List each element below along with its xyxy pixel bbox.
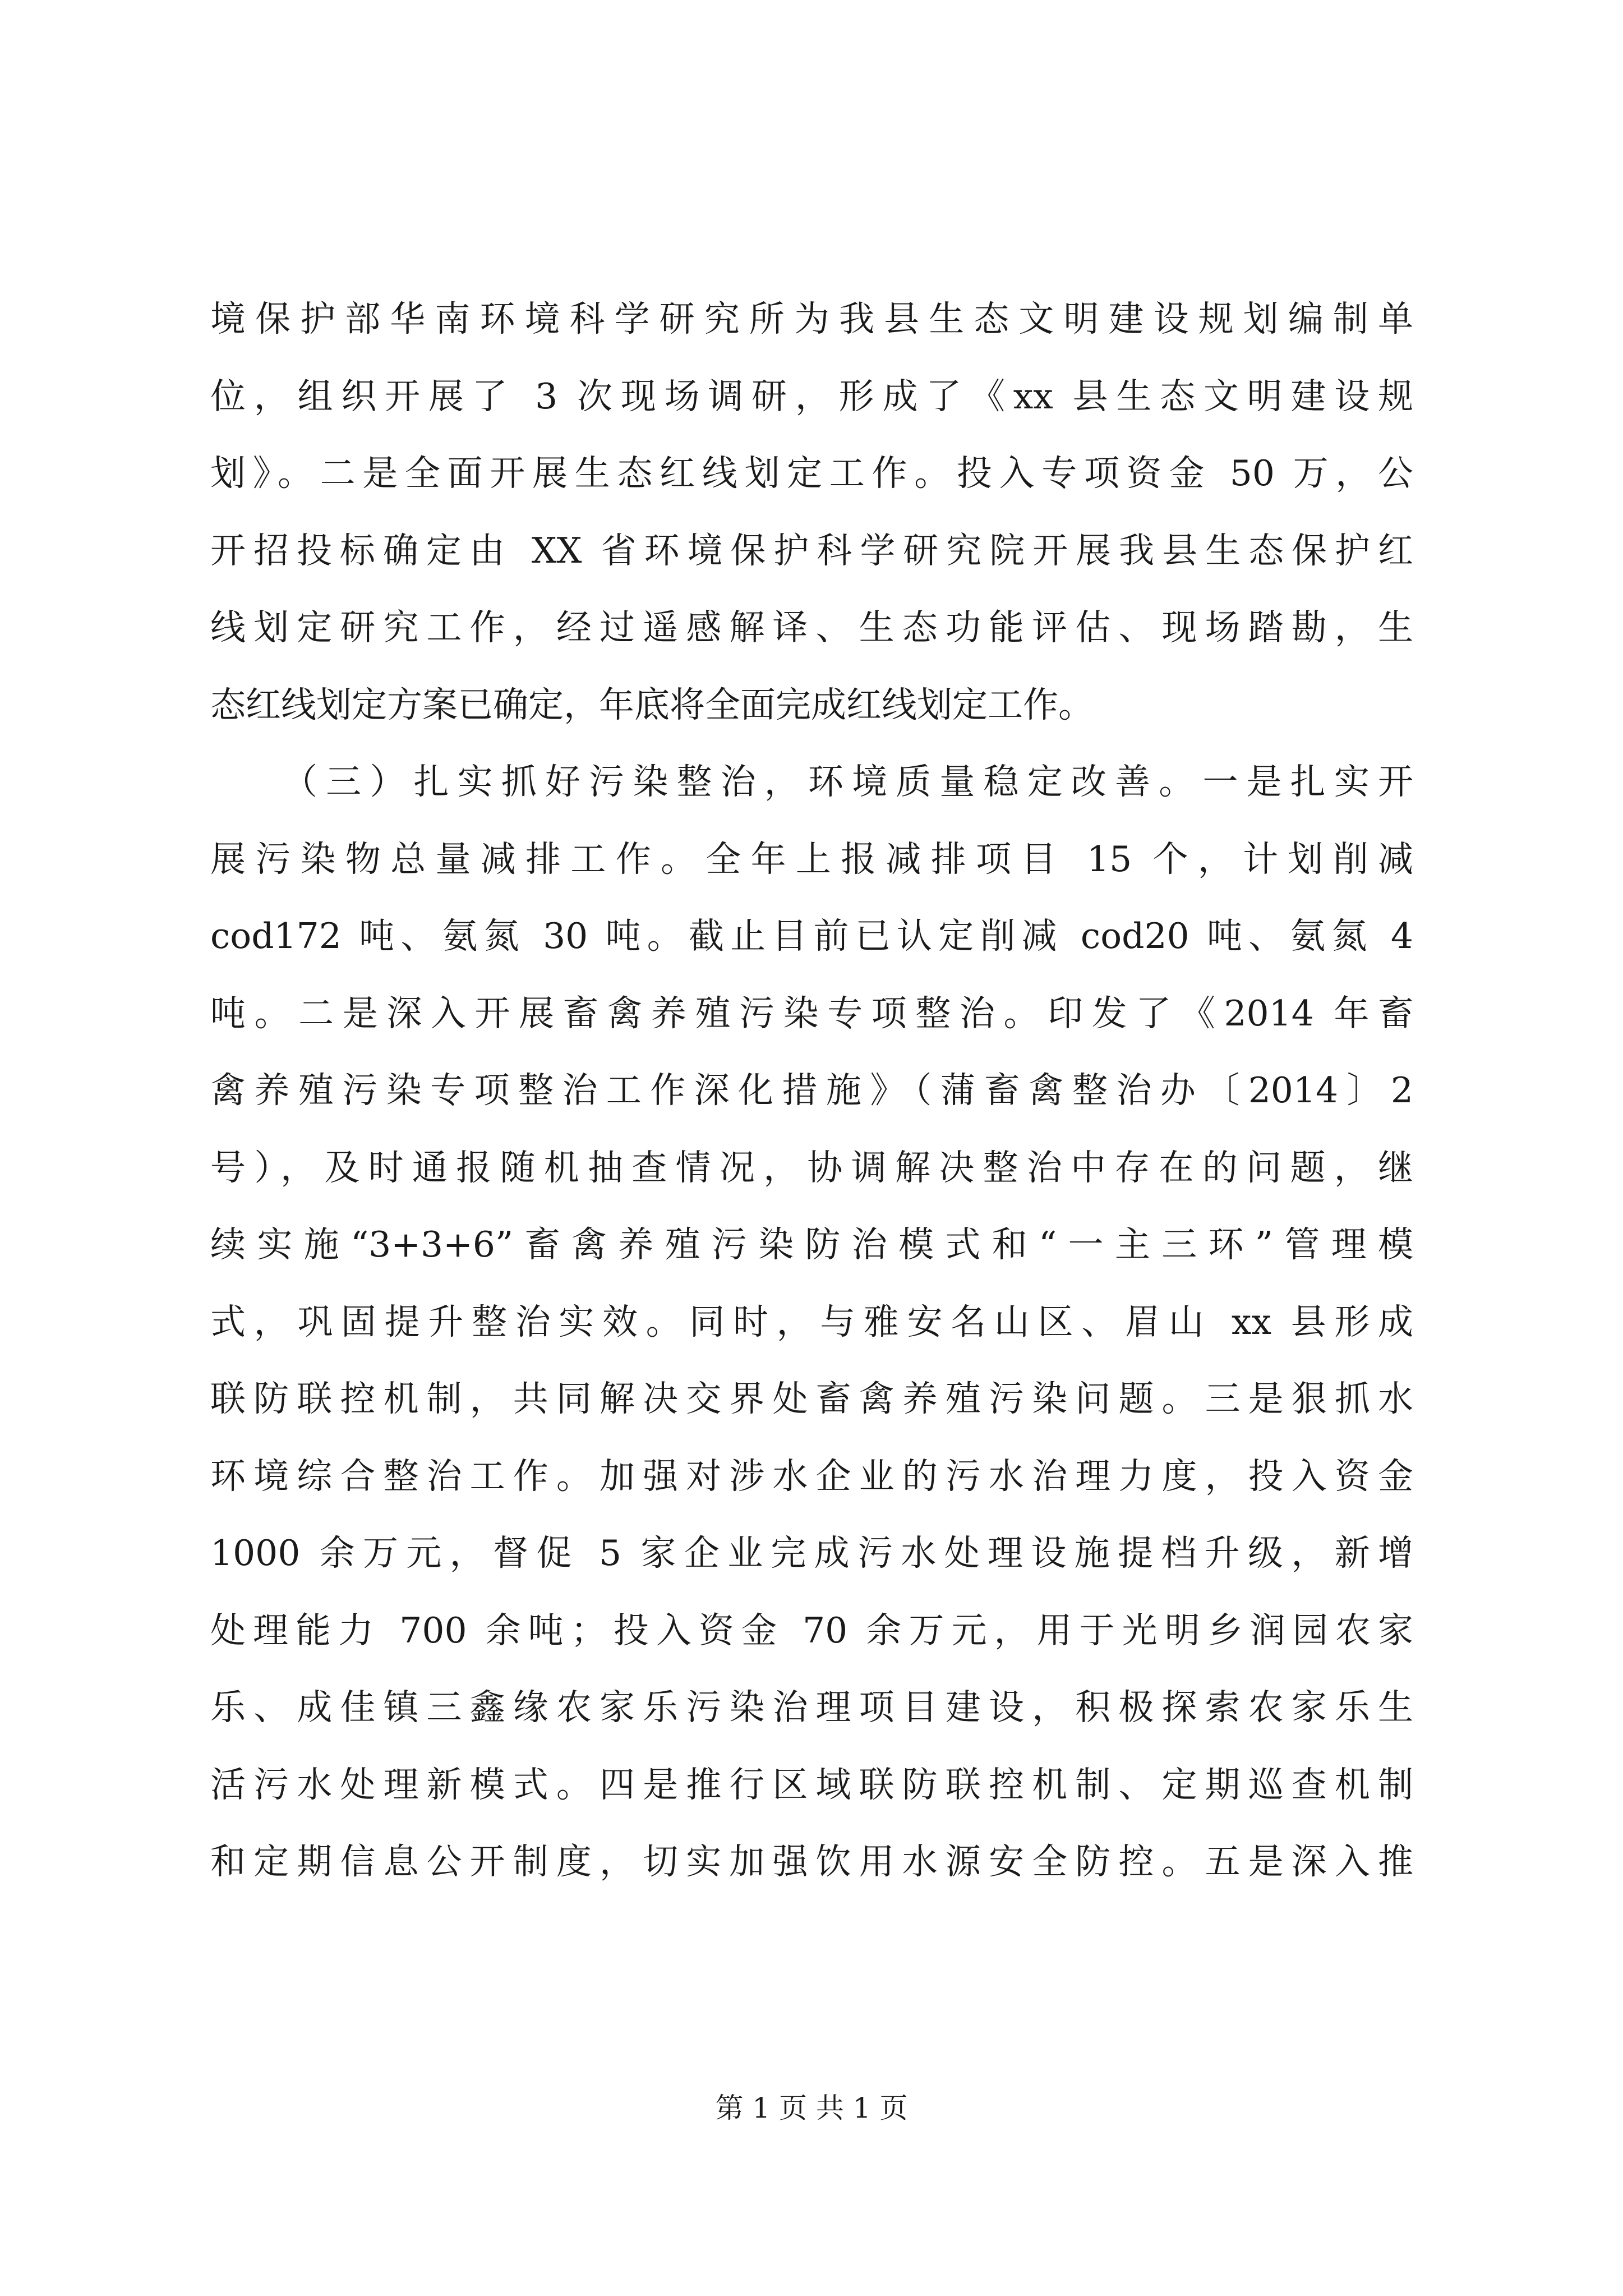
text-line: 境保护部华南环境科学研究所为我县生态文明建设规划编制单 [210,298,1413,339]
text-line: 式，巩固提升整治实效。同时，与雅安名山区、眉山 xx 县形成 [210,1301,1413,1342]
body-text [210,280,1413,1901]
text-line: 号），及时通报随机抽查情况，协调解决整治中存在的问题，继 [210,1147,1413,1188]
text-line: 续实施“3+3+6”畜禽养殖污染防治模式和“一主三环”管理模 [210,1224,1413,1265]
text-line: 活污水处理新模式。四是推行区域联防联控机制、定期巡查机制 [210,1764,1413,1805]
text-line: 乐、成佳镇三鑫缘农家乐污染治理项目建设，积极探索农家乐生 [210,1687,1413,1728]
text-line: 联防联控机制，共同解决交界处畜禽养殖污染问题。三是狠抓水 [210,1378,1413,1419]
page-footer [0,2091,1623,2125]
text-line: cod172 吨、氨氮 30 吨。截止目前已认定削减 cod20 吨、氨氮 4 [210,915,1413,956]
text-line: 吨。二是深入开展畜禽养殖污染专项整治。印发了《2014 年畜 [210,992,1413,1034]
text-line: 划》。二是全面开展生态红线划定工作。投入专项资金 50 万，公 [210,453,1413,494]
text-line: 和定期信息公开制度，切实加强饮用水源安全防控。五是深入推 [210,1841,1413,1882]
text-line: 位，组织开展了 3 次现场调研，形成了《xx 县生态文明建设规 [210,375,1413,417]
page-number: 第 1 页 共 1 页 [715,2092,908,2124]
text-line: 展污染物总量减排工作。全年上报减排项目 15 个，计划削减 [210,838,1413,880]
section-heading-line: （三）扎实抓好污染整治，环境质量稳定改善。一是扎实开 [282,761,1413,802]
text-line: 线划定研究工作，经过遥感解译、生态功能评估、现场踏勘，生 [210,607,1413,648]
text-line: 禽养殖污染专项整治工作深化措施》（蒲畜禽整治办〔2014〕2 [210,1070,1413,1111]
text-line: 环境综合整治工作。加强对涉水企业的污水治理力度，投入资金 [210,1455,1413,1497]
text-line: 开招投标确定由 XX 省环境保护科学研究院开展我县生态保护红 [210,530,1413,571]
text-line: 态红线划定方案已确定，年底将全面完成红线划定工作。 [210,684,1094,725]
text-line: 处理能力 700 余吨；投入资金 70 余万元，用于光明乡润园农家 [210,1609,1413,1651]
text-line: 1000 余万元，督促 5 家企业完成污水处理设施提档升级，新增 [210,1533,1413,1573]
